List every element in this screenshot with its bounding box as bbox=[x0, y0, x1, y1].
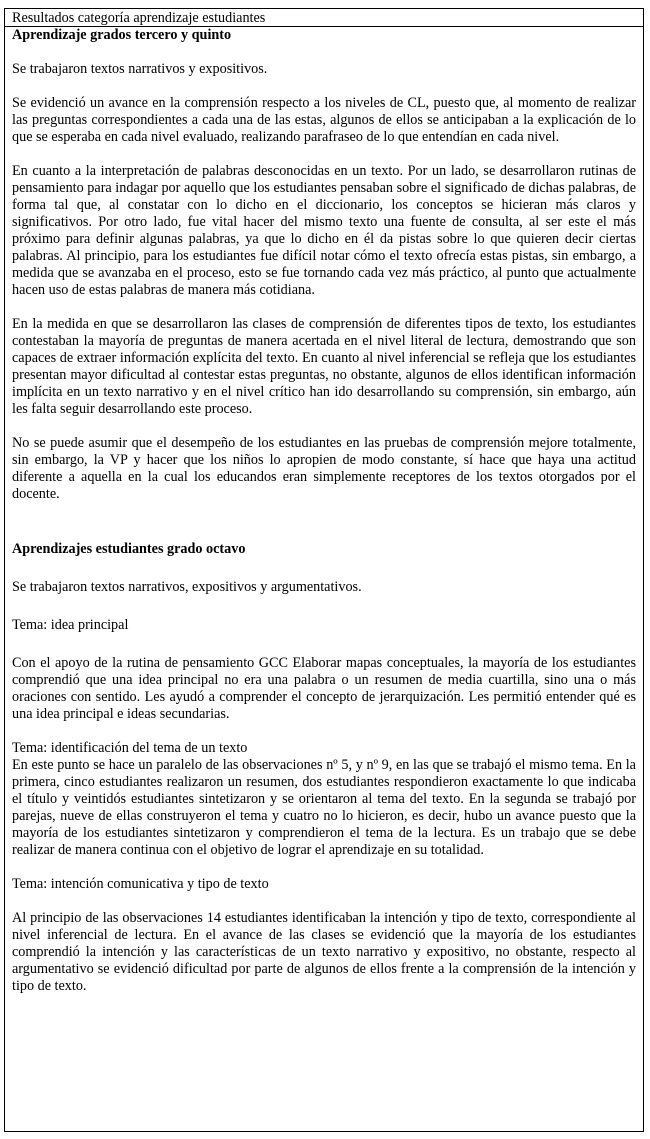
section2-tema-2: Tema: identificación del tema de un texto bbox=[12, 740, 248, 756]
section2-paragraph-4: Al principio de las observaciones 14 estudiantes identificaban la intención y tipo de texto, correspondiente al nivel inferencial de lectura. En el avance de las clases se evidenció que la mayoría de los estudiantes comprendió la intención y las características de un texto narrativo y expositivo, no obstante, respecto al argumentativo se evidenció dificultad por parte de algunos de ellos frente a la comprensión de la intención y tipo de texto. bbox=[12, 910, 636, 994]
section1-paragraph-3: En cuanto a la interpretación de palabras desconocidas en un texto. Por un lado, se desarrollaron rutinas de pensamiento para indagar por aquello que los estudiantes pensaban sobre el significado de dichas palabras, de forma tal que, al constatar con lo dicho en el diccionario, los conceptos se hicieran más claros y significativos. Por otro lado, fue vital hacer del mismo texto una fuente de consulta, al ser este el más próximo para definir algunas palabras, ya que lo dicho en él da pistas sobre lo que quieren decir ciertas palabras. Al principio, para los estudiantes fue difícil notar cómo el texto ofrecía estas pistas, sin embargo, a medida que se avanzaba en el proceso, esto se fue tornando cada vez más práctico, al punto que actualmente hacen uso de estas palabras de manera más cotidiana. bbox=[12, 163, 636, 298]
section1-paragraph-5: No se puede asumir que el desempeño de los estudiantes en las pruebas de comprensión mejore totalmente, sin embargo, la VP y hacer que los niños lo apropien de modo constante, sí hace que haya una actitud diferente a aquella en la cual los educandos eran simplemente receptores de los textos otorgados por el docente. bbox=[12, 435, 636, 502]
section2-tema-1: Tema: idea principal bbox=[12, 617, 129, 633]
section2-heading: Aprendizajes estudiantes grado octavo bbox=[12, 541, 246, 557]
section1-paragraph-1: Se trabajaron textos narrativos y expositivos. bbox=[12, 61, 268, 77]
results-table bbox=[4, 8, 644, 1132]
table-body bbox=[5, 27, 643, 995]
section2-paragraph-3: En este punto se hace un paralelo de las observaciones nº 5, y nº 9, en las que se trabajó el mismo tema. En la primera, cinco estudiantes realizaron un resumen, dos estudiantes respondieron exactamente lo que indicaba el título y veintidós estudiantes sintetizaron y se orientaron al tema del texto. En la segunda se trabajó por parejas, nueve de ellas construyeron el tema y cuatro no lo hicieron, es decir, hubo un avance puesto que la mayoría de los estudiantes sintetizaron y comprendieron el tema de la lectura. Es un trabajo que se debe realizar de manera continua con el objetivo de lograr el aprendizaje en su totalidad. bbox=[12, 757, 636, 858]
section2-paragraph-2: Con el apoyo de la rutina de pensamiento GCC Elaborar mapas conceptuales, la mayoría de los estudiantes comprendió que una idea principal no era una palabra o un resumen de media cuartilla, sino una o más oraciones con sentido. Les ayudó a comprender el concepto de jerarquización. Les permitió entender qué es una idea principal e ideas secundarias. bbox=[12, 655, 636, 722]
section2-paragraph-1: Se trabajaron textos narrativos, expositivos y argumentativos. bbox=[12, 579, 362, 595]
section1-paragraph-2: Se evidenció un avance en la comprensión respecto a los niveles de CL, puesto que, al momento de realizar las preguntas correspondientes a cada una de las estas, algunos de ellos se anticipaban a la explicación de lo que se esperaba en cada nivel evaluado, realizando parafraseo de lo que entendían en cada nivel. bbox=[12, 95, 636, 145]
section2-tema-3: Tema: intención comunicativa y tipo de texto bbox=[12, 876, 269, 892]
section1-paragraph-4: En la medida en que se desarrollaron las clases de comprensión de diferentes tipos de texto, los estudiantes contestaban la mayoría de preguntas de manera acertada en el nivel literal de lectura, demostrando que son capaces de extraer información explícita del texto. En cuanto al nivel inferencial se refleja que los estudiantes presentan mayor dificultad al contestar estas preguntas, no obstante, algunos de ellos identifican información implícita en un texto narrativo y en el nivel crítico han ido desarrollando su comprensión, sin embargo, aún les falta seguir desarrollando este proceso. bbox=[12, 316, 636, 417]
table-header: Resultados categoría aprendizaje estudiantes bbox=[5, 9, 643, 27]
section1-heading: Aprendizaje grados tercero y quinto bbox=[12, 27, 232, 43]
